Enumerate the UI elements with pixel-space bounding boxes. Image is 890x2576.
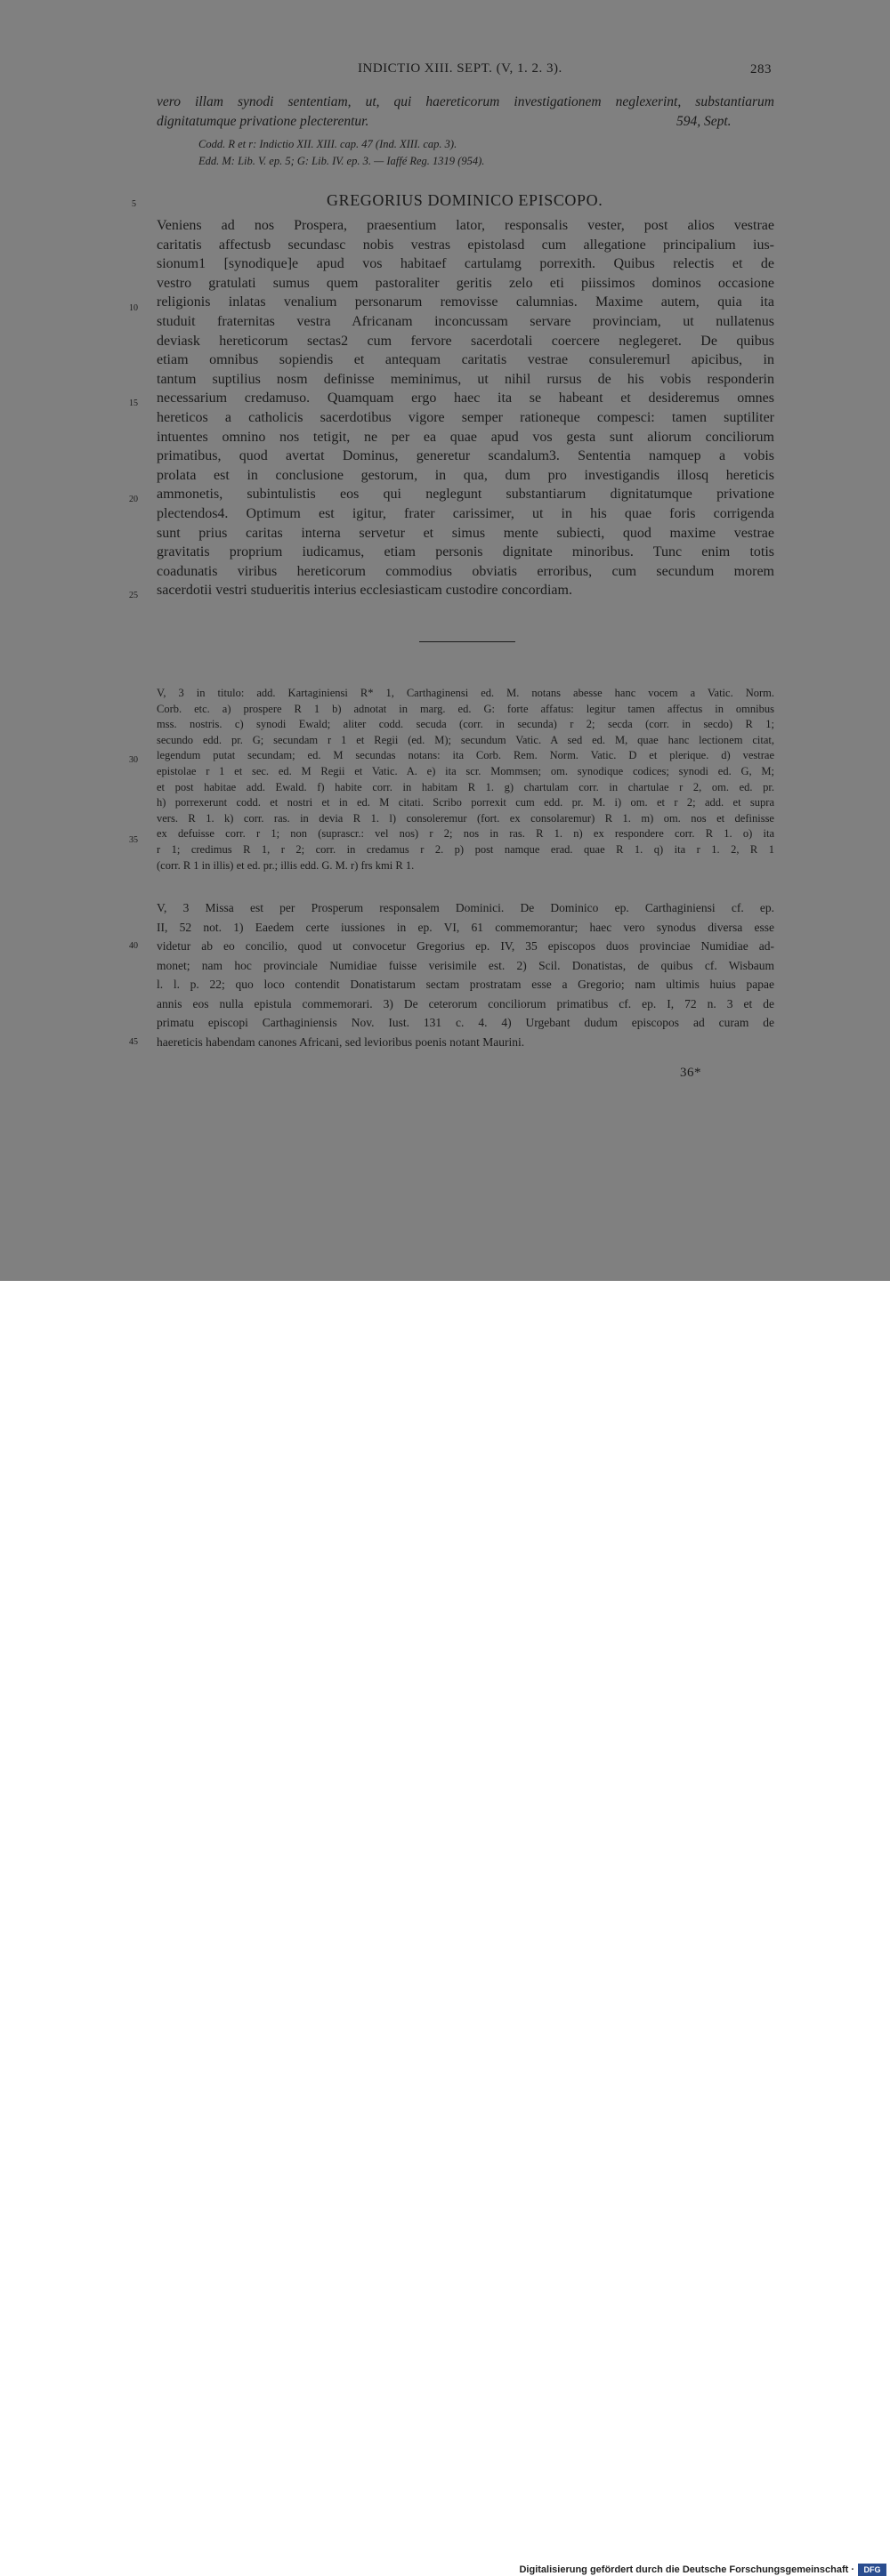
note-line: ex defuisse corr. r 1; non (suprascr.: vel nos) r 2; nos in ras. R 1. n) ex respondere corr. R 1. o) ita: [157, 827, 774, 841]
body-line: caritatis affectusb secundasc nobis vestras epistolasd cum allegatione principalium ius-: [157, 237, 774, 253]
body-line: prolata est in conclusione gestorum, in qua, dum pro investigandis illosq hereticis: [157, 467, 774, 483]
body-line: sionum1 [synodique]e apud vos habitaef cartulamg porrexith. Quibus relectis et de: [157, 256, 774, 272]
body-line: etiam omnibus sopiendis et antequam caritatis vestrae consuleremurl apicibus, in: [157, 352, 774, 368]
note-line: epistolae r 1 et sec. ed. M Regii et Vatic. A. e) ita scr. Mommsen; om. synodique codices; synodi ed. G, M;: [157, 765, 774, 777]
margin-line-number: 30: [129, 755, 138, 765]
body-line: intuentes omnino nos tetigit, ne per ea quae apud vos gesta sunt aliorum conciliorum: [157, 429, 774, 445]
note2-line: II, 52 not. 1) Eaedem certe iussiones in ep. VI, 61 commemorantur; haec vero synodus diversa esse: [157, 920, 774, 934]
note2-line: annis eos nulla epistula commemorari. 3) De ceterorum conciliorum primatibus cf. ep. I, 72 n. 3 et de: [157, 996, 774, 1010]
body-line: deviask hereticorum sectas2 cum fervore sacerdotali coercere neglegeret. De quibus: [157, 333, 774, 349]
codices-line: Codd. R et r: Indictio XII. XIII. cap. 47 (Ind. XIII. cap. 3).: [198, 138, 457, 150]
margin-line-number: 5: [132, 199, 136, 209]
note-line: mss. nostris. c) synodi Ewald; aliter codd. secuda (corr. in secunda) r 2; secda (corr. in secdo) R 1;: [157, 718, 774, 731]
note-line: et post habitae add. Ewald. f) habite corr. in habitam R 1. g) chartulam corr. in chartulae r 2, om. ed. pr.: [157, 780, 774, 793]
note-line: h) porrexerunt codd. et nostri et in ed. M citati. Scribo porrexit cum edd. pr. M. i) om. et r 2; add. et supra: [157, 796, 774, 809]
body-line: studuit fraternitas vestra Africanam inconcussam servare provinciam, ut nullatenus: [157, 314, 774, 329]
body-line: tantum suptilius nosm definisse meminimus, ut nihil rursus de his vobis responderin: [157, 371, 774, 387]
note2-line: l. l. p. 22; quo loco contendit Donatistarum sectam prostratam esse a Gregorio; nam ultimis huius papae: [157, 978, 774, 991]
intro-line: dignitatumque privatione plecterentur.: [157, 114, 369, 129]
body-line: plectendos4. Optimum est igitur, frater carissimer, ut in his quae foris corrigenda: [157, 506, 774, 521]
body-line: hereticos a catholicis sacerdotibus vigore semper rationeque compesci: tamen suptiliter: [157, 410, 774, 425]
signature-mark: 36*: [680, 1066, 701, 1080]
note2-line: monet; nam hoc provinciale Numidiae fuisse verisimile est. 2) Scil. Donatistas, de quibus cf. Wisbaum: [157, 958, 774, 972]
page-number: 283: [750, 62, 772, 76]
note-line: vers. R 1. k) corr. ras. in devia R 1. l) consoleremur (fort. ex consolaremur) R 1. m) om. nos et definisse: [157, 811, 774, 825]
body-line: sacerdotii vestri studueritis interius ecclesiasticam custodire concordiam.: [157, 583, 572, 599]
footer-bar: [0, 1281, 890, 2575]
note-line: (corr. R 1 in illis) et ed. pr.; illis edd. G. M. r) frs kmi R 1.: [157, 858, 415, 872]
body-line: religionis inlatas venalium personarum removisse calumnias. Maxime autem, quia ita: [157, 294, 774, 310]
intro-date: 594, Sept.: [676, 114, 732, 129]
body-line: coadunatis viribus hereticorum commodius obviatis erroribus, cum secundum morem: [157, 563, 774, 579]
body-line: Veniens ad nos Prospera, praesentium lator, responsalis vester, post alios vestrae: [157, 218, 774, 233]
funding-credit: Digitalisierung gefördert durch die Deutsche Forschungsgemeinschaft ·: [519, 2564, 854, 2575]
margin-line-number: 45: [129, 1037, 138, 1047]
margin-line-number: 15: [129, 398, 138, 408]
note-line: V, 3 in titulo: add. Kartaginiensi R* 1, Carthaginensi ed. M. notans abesse hanc vocem a Vatic. Norm.: [157, 687, 774, 699]
letter-title: GREGORIUS DOMINICO EPISCOPO.: [327, 191, 603, 209]
editions-line: Edd. M: Lib. V. ep. 5; G: Lib. IV. ep. 3. — Iaffé Reg. 1319 (954).: [198, 155, 485, 167]
body-line: necessarium credamuso. Quamquam ergo haec ita se habeant et desideremus omnes: [157, 390, 774, 407]
intro-line: vero illam synodi sententiam, ut, qui haereticorum investigationem neglexerint, substantiarum: [157, 94, 774, 109]
note-line: r 1; credimus R 1, r 2; corr. in credamus r 2. p) post namque erad. quae R 1. q) ita r 1. 2, R 1: [157, 843, 774, 856]
body-line: vestro gratulati sumus quem pastoraliter geritis zelo eti piissimos dominos occasione: [157, 275, 774, 291]
note-line: legendum putat secundam; ed. M secundas notans: ita Corb. Rem. Norm. Vatic. D et plerique. d) vestrae: [157, 749, 774, 762]
note2-line: V, 3 Missa est per Prosperum responsalem Dominici. De Dominico ep. Carthaginiensi cf. ep.: [157, 901, 774, 914]
note2-line: haereticis habendam canones Africani, sed levioribus poenis notant Maurini.: [157, 1034, 525, 1049]
running-title: INDICTIO XIII. SEPT. (V, 1. 2. 3).: [358, 61, 562, 76]
margin-line-number: 40: [129, 941, 138, 951]
section-divider: [419, 641, 515, 642]
margin-line-number: 25: [129, 591, 138, 600]
body-line: gravitatis proprium iudicamus, etiam personis dignitate minoribus. Tunc enim totis: [157, 544, 774, 560]
dfg-logo: DFG: [858, 2564, 886, 2576]
body-line: primatibus, quod avertat Dominus, generetur scandalum3. Sententia namquep a vobis: [157, 448, 774, 464]
note2-line: videtur ab eo concilio, quod ut convocetur Gregorius ep. IV, 35 episcopos duos provinciae Numidiae ad-: [157, 939, 774, 953]
body-line: sunt prius caritas interna servetur et simus mente subiecti, quod maxime vestrae: [157, 525, 774, 541]
note-line: Corb. etc. a) prospere R 1 b) adnotat in marg. ed. G: forte affatus: legitur tamen affectus in omnibus: [157, 702, 774, 715]
scanned-page: [0, 0, 890, 1281]
note-line: secundo edd. pr. G; secundam r 1 et Regii (ed. M); secundum Vatic. A sed ed. M, quae hanc lectionem citat,: [157, 733, 774, 746]
body-line: ammonetis, subintulistis eos qui neglegunt substantiarum dignitatumque privatione: [157, 487, 774, 503]
margin-line-number: 35: [129, 835, 138, 845]
note2-line: primatu episcopi Carthaginiensis Nov. Iust. 131 c. 4. 4) Urgebant dudum episcopos ad curam de: [157, 1016, 774, 1029]
margin-line-number: 20: [129, 495, 138, 504]
margin-line-number: 10: [129, 303, 138, 313]
